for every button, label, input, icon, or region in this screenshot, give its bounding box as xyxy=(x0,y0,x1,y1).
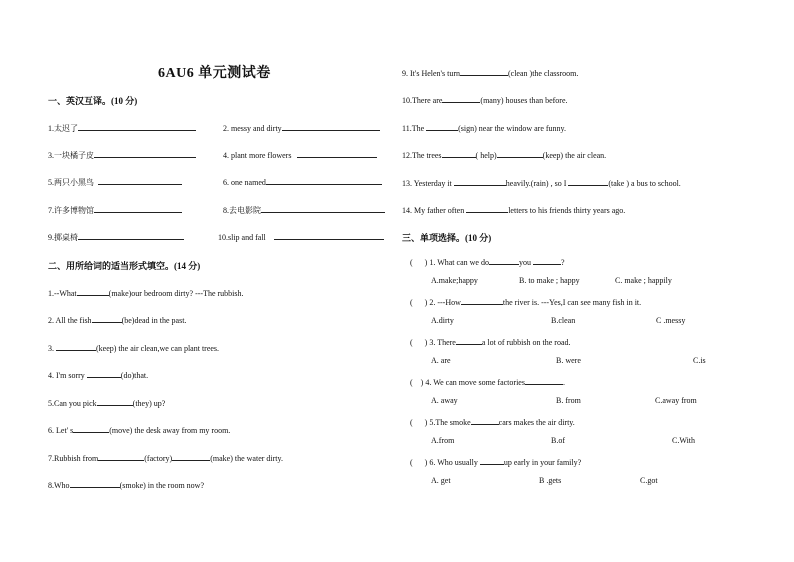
s2-q14: 14. My father often letters to his friends thirty years ago. xyxy=(402,206,626,215)
s3-q2-opt-a: A.dirty xyxy=(431,316,454,325)
s2-q5: 5.Can you pick (they) up? xyxy=(48,399,166,408)
s3-q4-opt-b: B. from xyxy=(556,396,581,405)
s2-q9: 9. It's Helen's turn (clean )the classroom. xyxy=(402,69,579,78)
s2-q10: 10.There are (many) houses than before. xyxy=(402,96,568,105)
s1-item-10: 10.slip and fall xyxy=(218,231,384,243)
s3-q1-opt-b: B. to make ; happy xyxy=(519,276,580,285)
section1-heading: 一、英汉互译。(10 分) xyxy=(48,96,138,106)
s3-q5-opt-a: A.from xyxy=(431,436,455,445)
s2-q2: 2. All the fish (be)dead in the past. xyxy=(48,316,187,325)
s2-q12: 12.The trees ( help) (keep) the air clean. xyxy=(402,151,607,160)
s1-item-2: 2. messy and dirty xyxy=(223,122,380,134)
s3-q5: ( ) 5.The smoke cars makes the air dirty. xyxy=(410,418,575,427)
s3-q3-opt-b: B. were xyxy=(556,356,581,365)
s1-item-1: 1.太迟了 xyxy=(48,122,196,134)
s2-q13: 13. Yesterday it heavily.(rain) , so I (take ) a bus to school. xyxy=(402,179,681,188)
s2-q6: 6. Let' s (move) the desk away from my room. xyxy=(48,426,231,435)
s3-q3-opt-a: A. are xyxy=(431,356,451,365)
s3-q2-opt-c: C .messy xyxy=(656,316,686,325)
s3-q3: ( ) 3. There a lot of rubbish on the road. xyxy=(410,338,571,347)
s1-item-6: 6. one named xyxy=(223,176,382,188)
page-title: 6AU6 单元测试卷 xyxy=(158,66,271,81)
section3-heading: 三、单项选择。(10 分) xyxy=(402,233,492,243)
s1-item-8: 8.去电影院 xyxy=(223,204,385,216)
s3-q5-opt-c: C.With xyxy=(672,436,696,445)
s3-q6-opt-b: B .gets xyxy=(539,476,562,485)
s1-item-9: 9.掷桌椅 xyxy=(48,231,184,243)
s2-q1: 1.--What (make)our bedroom dirty? ---The rubbish. xyxy=(48,289,244,298)
section2-heading: 二、用所给词的适当形式填空。(14 分) xyxy=(48,261,201,271)
s3-q3-opt-c: C.is xyxy=(693,356,706,365)
s3-q6-opt-a: A. get xyxy=(431,476,451,485)
s3-q1-opt-c: C. make ; happily xyxy=(615,276,672,285)
s2-q4: 4. I'm sorry (do)that. xyxy=(48,371,149,380)
s3-q4-opt-c: C.away from xyxy=(655,396,697,405)
s1-item-7: 7.许多博物馆 xyxy=(48,204,182,216)
s1-item-4: 4. plant more flowers xyxy=(223,149,377,161)
s3-q2-opt-b: B.clean xyxy=(551,316,576,325)
s3-q6: ( ) 6. Who usually up early in your family? xyxy=(410,458,582,467)
s2-q8: 8.Who (smoke) in the room now? xyxy=(48,481,204,490)
s3-q1: ( ) 1. What can we do you ? xyxy=(410,258,565,267)
s2-q7: 7.Rubbish from (factory) (make) the water dirty. xyxy=(48,454,283,463)
s2-q11: 11.The (sign) near the window are funny. xyxy=(402,124,567,133)
s3-q4: ( ) 4. We can move some factories . xyxy=(410,378,565,387)
s3-q6-opt-c: C.got xyxy=(640,476,658,485)
s1-item-5: 5.两只小黑鸟 xyxy=(48,176,182,188)
s3-q1-opt-a: A.make;happy xyxy=(431,276,478,285)
s1-item-3: 3.一块橘子皮 xyxy=(48,149,196,161)
s3-q2: ( ) 2. ---How the river is. ---Yes,I can see many fish in it. xyxy=(410,298,642,307)
s2-q3: 3. (keep) the air clean,we can plant trees. xyxy=(48,344,220,353)
s3-q4-opt-a: A. away xyxy=(431,396,458,405)
s3-q5-opt-b: B.of xyxy=(551,436,565,445)
